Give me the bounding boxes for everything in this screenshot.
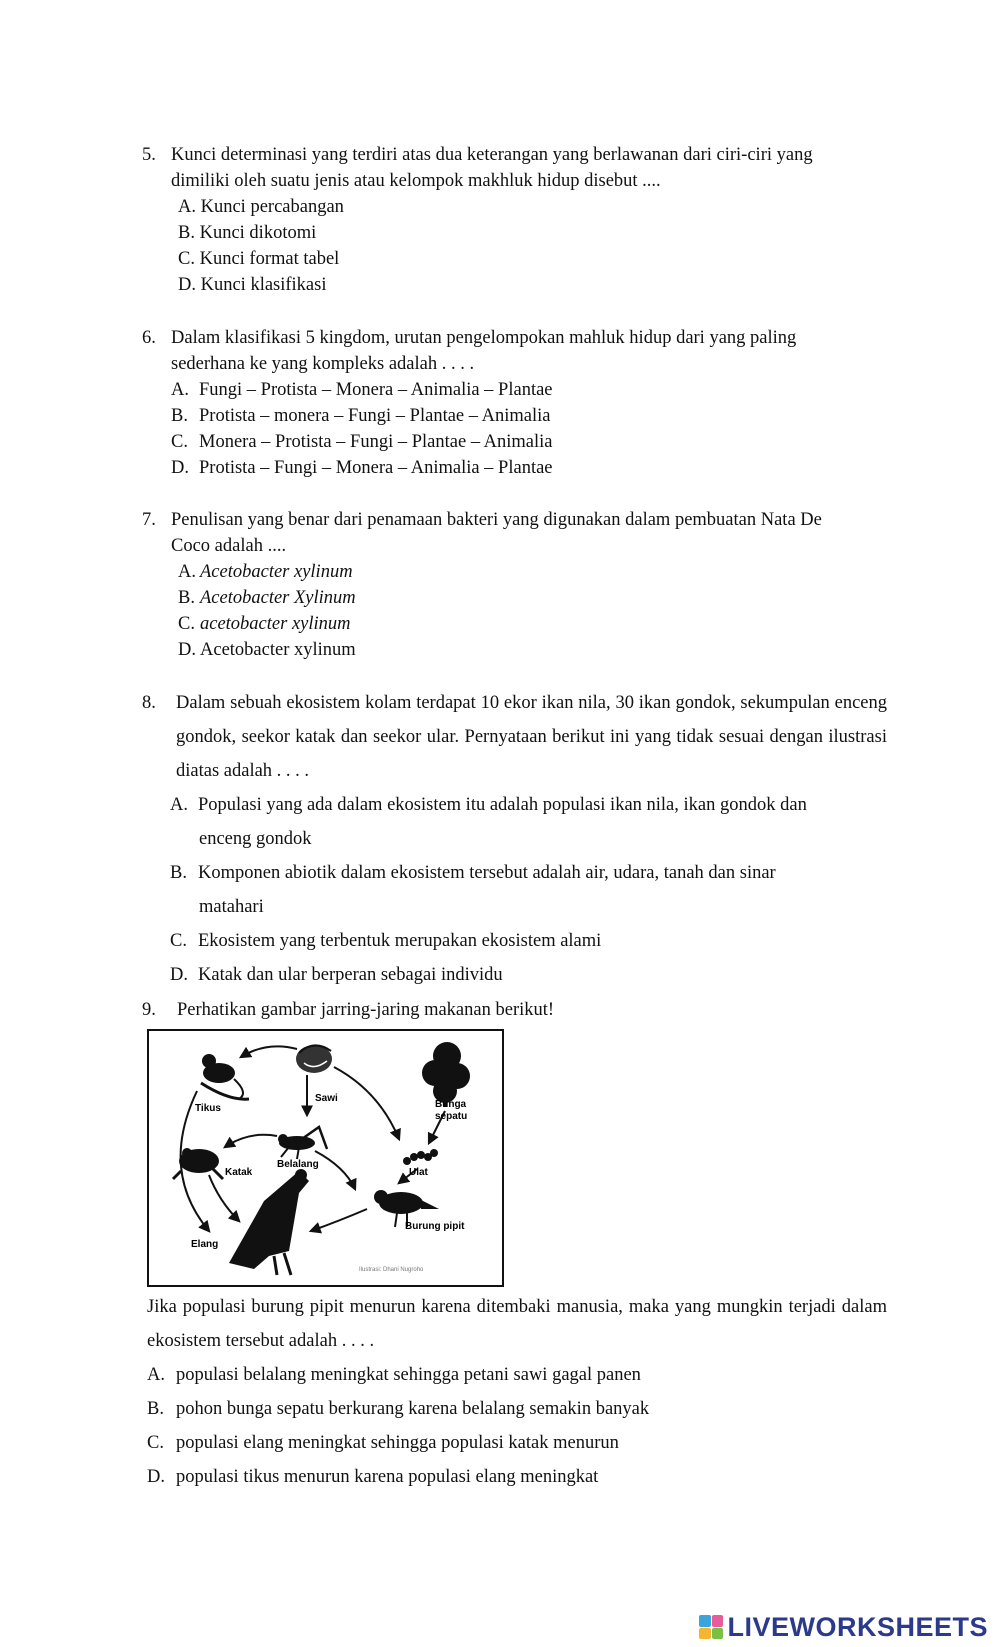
eagle-silhouette — [219, 1169, 309, 1275]
question-stem: Kunci determinasi yang terdiri atas dua keterangan yang berlawanan dari ciri-ciri yang dimiliki oleh suatu jenis atau kelompok makhluk hidup disebut .... — [171, 145, 813, 191]
food-web-illustration — [149, 1031, 502, 1285]
answer-option[interactable]: C. acetobacter xylinum — [178, 614, 351, 634]
answer-option[interactable]: C. populasi elang meningkat sehingga populasi katak menurun — [147, 1433, 619, 1453]
label-bunga: Bunga — [435, 1099, 467, 1110]
hibiscus-silhouette — [422, 1042, 470, 1107]
logo-icon — [699, 1615, 723, 1639]
question-number: 6. — [142, 328, 156, 348]
answer-option[interactable]: D. Katak dan ular berperan sebagai individu — [170, 965, 503, 985]
label-katak: Katak — [225, 1167, 253, 1178]
answer-option[interactable]: D. Acetobacter xylinum — [178, 640, 356, 660]
answer-option[interactable]: B. Komponen abiotik dalam ekosistem tersebut adalah air, udara, tanah dan sinar matahari — [170, 863, 776, 917]
question-stem: Penulisan yang benar dari penamaan bakteri yang digunakan dalam pembuatan Nata De Coco adalah .... — [171, 510, 822, 556]
answer-option[interactable]: A. Kunci percabangan — [178, 197, 344, 217]
answer-option[interactable]: D. populasi tikus menurun karena populasi elang meningkat — [147, 1467, 599, 1487]
answer-option[interactable]: B. Kunci dikotomi — [178, 223, 317, 243]
answer-option[interactable]: A. Populasi yang ada dalam ekosistem itu adalah populasi ikan nila, ikan gondok dan enceng gondok — [170, 795, 807, 849]
caterpillar-silhouette — [403, 1149, 438, 1165]
answer-option[interactable]: C. Monera – Protista – Fungi – Plantae – Animalia — [171, 432, 553, 452]
answer-option[interactable]: C. Ekosistem yang terbentuk merupakan ekosistem alami — [170, 931, 602, 951]
answer-option[interactable]: A. Fungi – Protista – Monera – Animalia – Plantae — [171, 380, 553, 400]
rat-silhouette — [201, 1054, 249, 1099]
liveworksheets-logo[interactable] — [699, 1612, 988, 1642]
question-5 — [142, 142, 887, 298]
answer-option[interactable]: D. Kunci klasifikasi — [178, 275, 327, 295]
answer-option[interactable]: D. Protista – Fungi – Monera – Animalia – Plantae — [171, 458, 553, 478]
label-sawi: Sawi — [315, 1093, 338, 1104]
question-9-body — [147, 1290, 887, 1494]
answer-option[interactable]: A. populasi belalang meningkat sehingga petani sawi gagal panen — [147, 1365, 641, 1385]
label-sepatu: sepatu — [435, 1111, 468, 1122]
question-stem: Dalam sebuah ekosistem kolam terdapat 10 ekor ikan nila, 30 ikan gondok, sekumpulan enceng gondok, seekor katak dan seekor ular. Pernyataan berikut ini yang tidak sesuai dengan ilustrasi diatas adalah . . . . — [176, 693, 887, 781]
question-9-text: Jika populasi burung pipit menurun karena ditembaki manusia, maka yang mungkin terjadi dalam ekosistem tersebut adalah . . . . — [147, 1297, 887, 1351]
question-number: 5. — [142, 145, 156, 165]
question-number: 7. — [142, 510, 156, 530]
answer-option[interactable]: B. Protista – monera – Fungi – Plantae – Animalia — [171, 406, 551, 426]
question-8 — [142, 686, 887, 992]
label-tikus: Tikus — [195, 1103, 221, 1114]
mustard-green-silhouette — [296, 1045, 332, 1073]
question-number: 9. — [142, 1000, 156, 1020]
label-burung-pipit: Burung pipit — [405, 1221, 465, 1232]
label-ulat: Ulat — [409, 1167, 428, 1178]
question-stem: Dalam klasifikasi 5 kingdom, urutan pengelompokan mahluk hidup dari yang paling sederhana ke yang kompleks adalah . . . . — [171, 328, 797, 374]
answer-option[interactable]: C. Kunci format tabel — [178, 249, 340, 269]
answer-option[interactable]: B. pohon bunga sepatu berkurang karena belalang semakin banyak — [147, 1399, 650, 1419]
question-number: 8. — [142, 693, 156, 713]
food-web-figure — [147, 1029, 504, 1287]
question-7 — [142, 507, 887, 663]
label-elang: Elang — [191, 1239, 219, 1250]
question-9 — [142, 993, 887, 1027]
answer-option[interactable]: B. Acetobacter Xylinum — [178, 588, 356, 608]
label-belalang: Belalang — [277, 1159, 319, 1170]
logo-text: LIVEWORKSHEETS — [727, 1611, 988, 1642]
question-stem: Perhatikan gambar jarring-jaring makanan berikut! — [177, 1000, 555, 1020]
figure-credit: Ilustrasi: Dhani Nugroho — [359, 1267, 424, 1273]
question-6 — [142, 325, 887, 481]
answer-option[interactable]: A. Acetobacter xylinum — [178, 562, 353, 582]
